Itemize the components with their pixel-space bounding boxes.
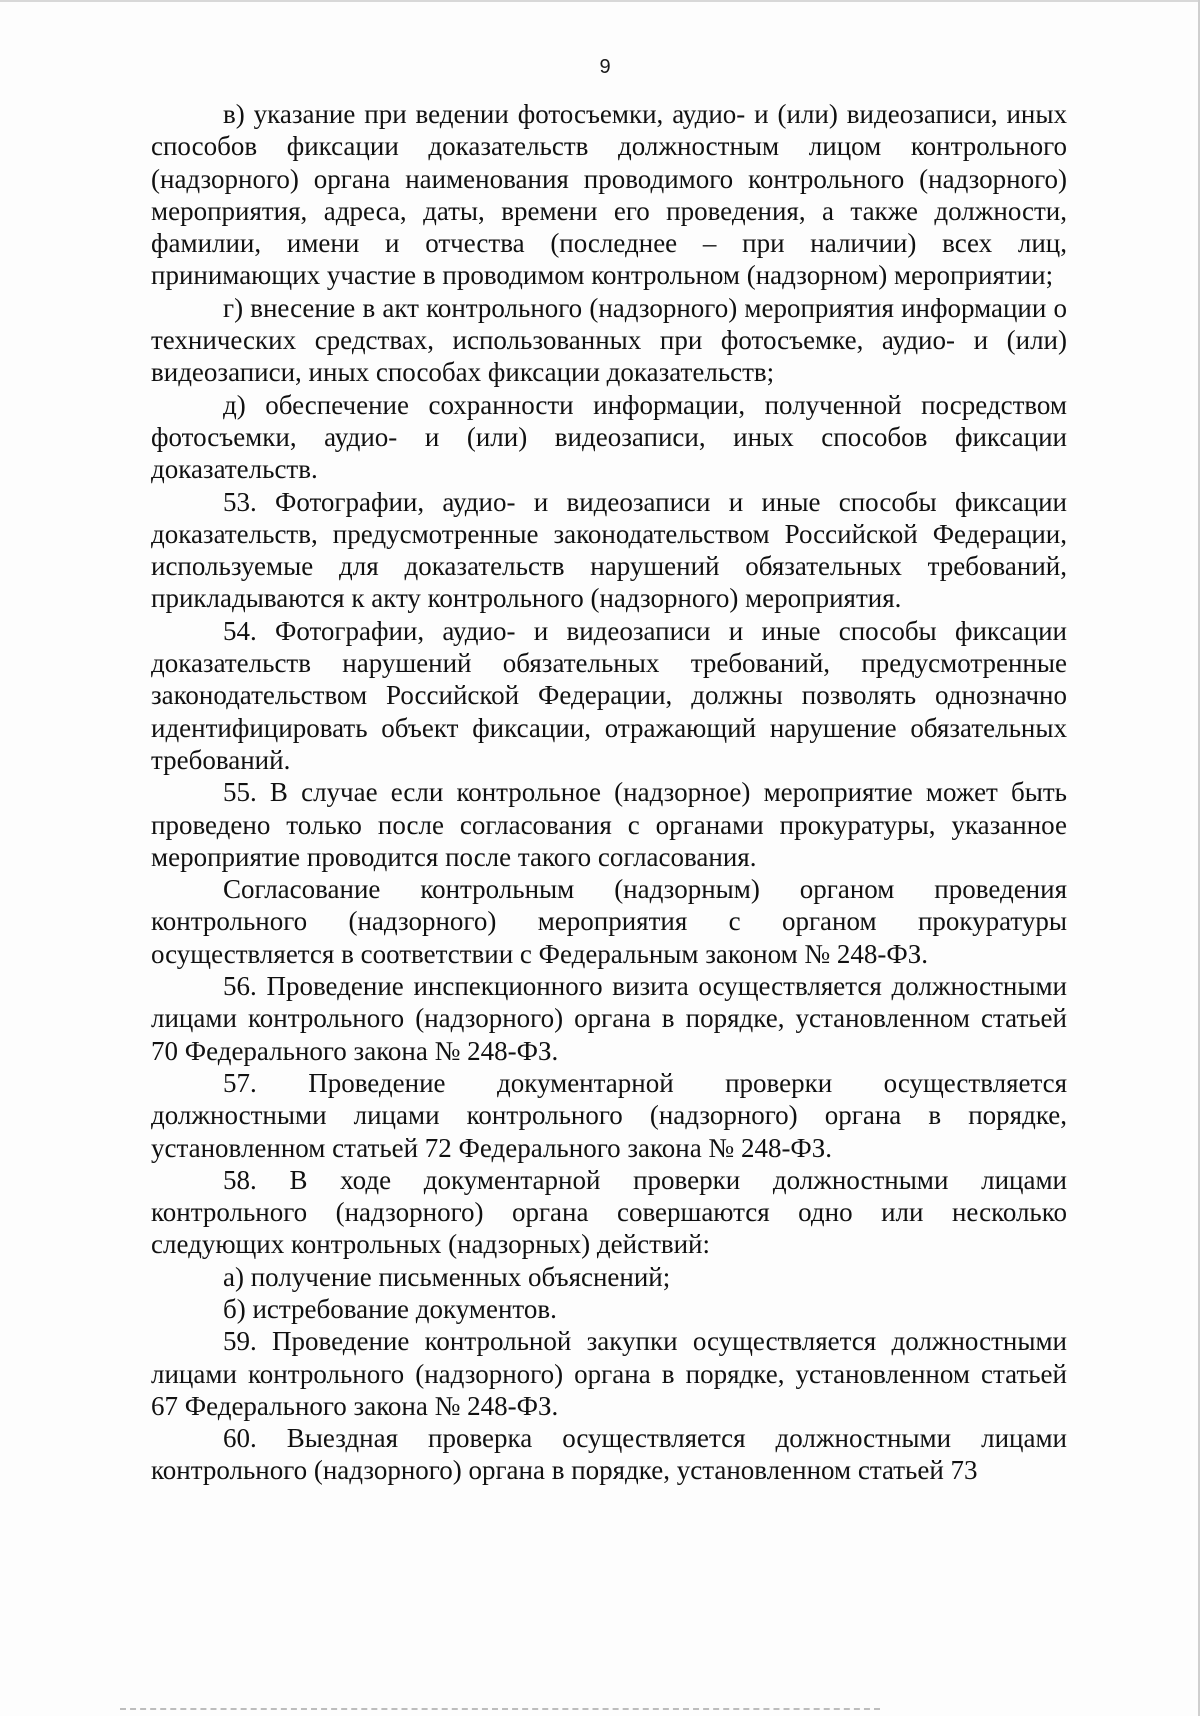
paragraph-55: 55. В случае если контрольное (надзорное) мероприятие может быть проведено только после согласования с органами прокуратуры, указанное мероприятие проводится после такого согласования. [151,777,1067,872]
paragraph-item-v: в) указание при ведении фотосъемки, аудио- и (или) видеозаписи, иных способов фиксации доказательств должностным лицом контрольного (надзорного) органа наименования проводимого контрольного (надзорного) мероприятия, адреса, даты, времени его проведения, а также должности, фамилии, имени и отчества (последнее – при наличии) всех лиц, принимающих участие в проводимом контрольном (надзорном) мероприятии; [151,99,1067,291]
paragraph-58: 58. В ходе документарной проверки должностными лицами контрольного (надзорного) органа совершаются одно или несколько следующих контрольных (надзорных) действий: [151,1164,1067,1260]
scan-edge-top [0,0,1200,2]
paragraph-59: 59. Проведение контрольной закупки осуществляется должностными лицами контрольного (надзорного) органа в порядке, установленном статьей 67 Федерального закона № 248-ФЗ. [151,1326,1067,1421]
paragraph-53: 53. Фотографии, аудио- и видеозаписи и иные способы фиксации доказательств, предусмотренные законодательством Российской Федерации, используемые для доказательств нарушений обязательных требований, прикладываются к акту контрольного (надзорного) мероприятия. [151,486,1067,614]
paragraph-item-g: г) внесение в акт контрольного (надзорного) мероприятия информации о технических средствах, использованных при фотосъемке, аудио- и (или) видеозаписи, иных способах фиксации доказательств; [151,292,1067,388]
paragraph-58-item-b: б) истребование документов. [223,1293,557,1324]
page-number: 9 [599,56,611,78]
document-body [151,98,1067,1487]
paragraph-57: 57. Проведение документарной проверки осуществляется должностными лицами контрольного (надзорного) органа в порядке, установленном статьей 72 Федерального закона № 248-ФЗ. [151,1067,1067,1163]
paragraph-55-approval: Согласование контрольным (надзорным) органом проведения контрольного (надзорного) мероприятия с органом прокуратуры осуществляется в соответствии с Федеральным законом № 248-ФЗ. [151,874,1067,969]
paragraph-54: 54. Фотографии, аудио- и видеозаписи и иные способы фиксации доказательств нарушений обязательных требований, предусмотренные законодательством Российской Федерации, должны позволять однозначно идентифицировать объект фиксации, отражающий нарушение обязательных требований. [151,615,1067,775]
scan-edge-bottom [120,1708,880,1710]
paragraph-58-item-a: а) получение письменных объяснений; [223,1261,671,1292]
paragraph-item-d: д) обеспечение сохранности информации, полученной посредством фотосъемки, аудио- и (или) видеозаписи, иных способов фиксации доказательств. [151,389,1067,485]
paragraph-60: 60. Выездная проверка осуществляется должностными лицами контрольного (надзорного) органа в порядке, установленном статьей 73 [151,1423,1067,1486]
paragraph-56: 56. Проведение инспекционного визита осуществляется должностными лицами контрольного (надзорного) органа в порядке, установленном статьей 70 Федерального закона № 248-ФЗ. [151,971,1067,1066]
